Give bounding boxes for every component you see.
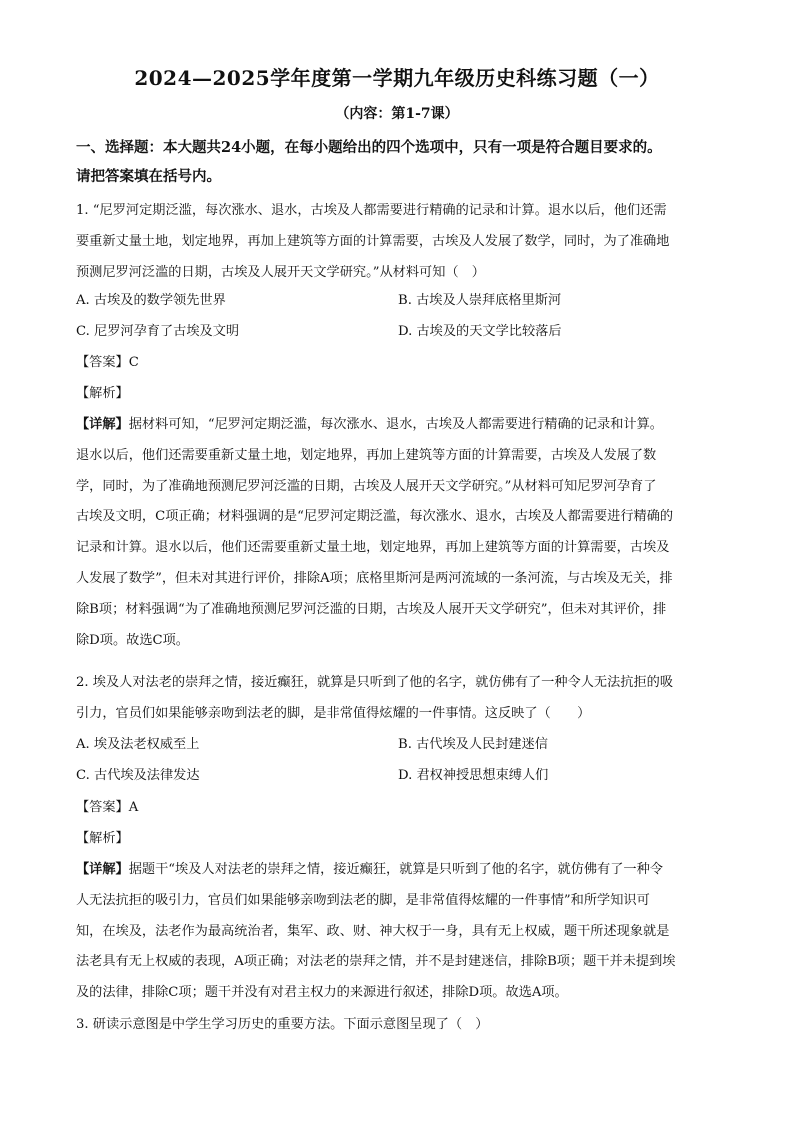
detail-line: 记录和计算。退水以后，他们还需要重新丈量土地，划定地界，再加上建筑等方面的计算需要，古埃及 xyxy=(76,540,670,556)
detail-line: 除D项。故选C项。 xyxy=(76,632,189,648)
question-2-options xyxy=(76,730,736,792)
analysis-label: 【解析】 xyxy=(76,386,129,401)
page-subtitle: （内容：第1-7课） xyxy=(335,106,459,122)
question-3-stem xyxy=(76,1010,724,1041)
option-b[interactable]: B. 古埃及人崇拜底格里斯河 xyxy=(398,293,562,308)
question-2-answer xyxy=(76,793,138,824)
detail-line: 及的法律，排除C项；题干并没有对君主权力的来源进行叙述，排除D项。故选A项。 xyxy=(76,985,568,1001)
detail-line: 法老具有无上权威的表现，A项正确；对法老的崇拜之情，并不是封建迷信，排除B项；题干并未提到埃 xyxy=(76,954,676,970)
stem-line: 1. “尼罗河定期泛滥，每次涨水、退水，古埃及人都需要进行精确的记录和计算。退水以后，他们还需 xyxy=(76,203,667,218)
section-instructions xyxy=(76,133,736,191)
detail-line: 古埃及文明，C项正确；材料强调的是“尼罗河定期泛滥，每次涨水、退水，古埃及人都需要进行精确的 xyxy=(76,509,674,525)
option-c[interactable]: C. 古代埃及法律发达 xyxy=(76,767,200,783)
question-1-answer xyxy=(76,348,139,379)
detail-line: 学，同时，为了准确地预测尼罗河泛滥的日期，古埃及人展开天文学研究。”从材料可知尼罗河孕育了 xyxy=(76,478,657,494)
answer-label: 【答案】 xyxy=(76,355,129,370)
stem-line: 预测尼罗河泛滥的日期，古埃及人展开天文学研究。”从材料可知（ ） xyxy=(76,264,485,280)
option-d[interactable]: D. 古埃及的天文学比较落后 xyxy=(398,323,562,339)
section-line: 一、选择题：本大题共24小题，在每小题给出的四个选项中，只有一项是符合题目要求的。 xyxy=(76,139,662,156)
detail-label: 【详解】 xyxy=(76,862,129,877)
answer-label: 【答案】 xyxy=(76,800,129,815)
option-d[interactable]: D. 君权神授思想束缚人们 xyxy=(398,767,549,783)
detail-text: 据材料可知，“尼罗河定期泛滥，每次涨水、退水，古埃及人都需要进行精确的记录和计算。 xyxy=(128,417,663,432)
option-a[interactable]: A. 埃及法老权威至上 xyxy=(76,737,200,752)
option-b[interactable]: B. 古代埃及人民封建迷信 xyxy=(398,737,548,752)
option-a[interactable]: A. 古埃及的数学领先世界 xyxy=(76,293,226,308)
stem-line: 3. 研读示意图是中学生学习历史的重要方法。下面示意图呈现了（ ） xyxy=(76,1017,489,1032)
question-1-options xyxy=(76,286,736,348)
stem-line: 2. 埃及人对法老的崇拜之情，接近癫狂，就算是只听到了他的名字，就仿佛有了一种令人无法抗拒的吸 xyxy=(76,675,674,690)
detail-line: 人无法抗拒的吸引力，官员们如果能够亲吻到法老的脚，是非常值得炫耀的一件事情”和所学知识可 xyxy=(76,892,650,908)
question-1-stem xyxy=(76,196,724,288)
detail-line xyxy=(76,855,724,886)
question-1-detail xyxy=(76,410,724,656)
detail-line xyxy=(76,410,724,441)
question-2-stem xyxy=(76,668,724,730)
page-title: 2024—2025学年度第一学期九年级历史科练习题（一） xyxy=(134,66,660,90)
stem-line: 要重新丈量土地，划定地界，再加上建筑等方面的计算需要，古埃及人发展了数学，同时，为了准确地 xyxy=(76,233,670,249)
answer-value: A xyxy=(128,800,139,815)
detail-line: 退水以后，他们还需要重新丈量土地，划定地界，再加上建筑等方面的计算需要，古埃及人发展了数 xyxy=(76,447,657,463)
detail-label: 【详解】 xyxy=(76,417,129,432)
detail-text: 据题干“埃及人对法老的崇拜之情，接近癫狂，就算是只听到了他的名字，就仿佛有了一种令 xyxy=(128,862,663,877)
detail-line: 除B项；材料强调“为了准确地预测尼罗河泛滥的日期，古埃及人展开天文学研究”，但未对其评价，排 xyxy=(76,601,667,617)
detail-line: 知，在埃及，法老作为最高统治者，集军、政、财、神大权于一身，具有无上权威，题干所述现象就是 xyxy=(76,923,670,939)
answer-value: C xyxy=(128,355,139,370)
section-line: 请把答案填在括号内。 xyxy=(76,168,221,185)
question-1-analysis-label xyxy=(76,379,129,410)
stem-line: 引力，官员们如果能够亲吻到法老的脚，是非常值得炫耀的一件事情。这反映了（ ） xyxy=(76,705,591,721)
question-2-detail xyxy=(76,855,724,1009)
analysis-label: 【解析】 xyxy=(76,831,129,846)
option-c[interactable]: C. 尼罗河孕育了古埃及文明 xyxy=(76,323,240,339)
detail-line: 人发展了数学”，但未对其进行评价，排除A项；底格里斯河是两河流域的一条河流，与古埃及无关，排 xyxy=(76,570,673,586)
question-2-analysis-label xyxy=(76,824,129,855)
